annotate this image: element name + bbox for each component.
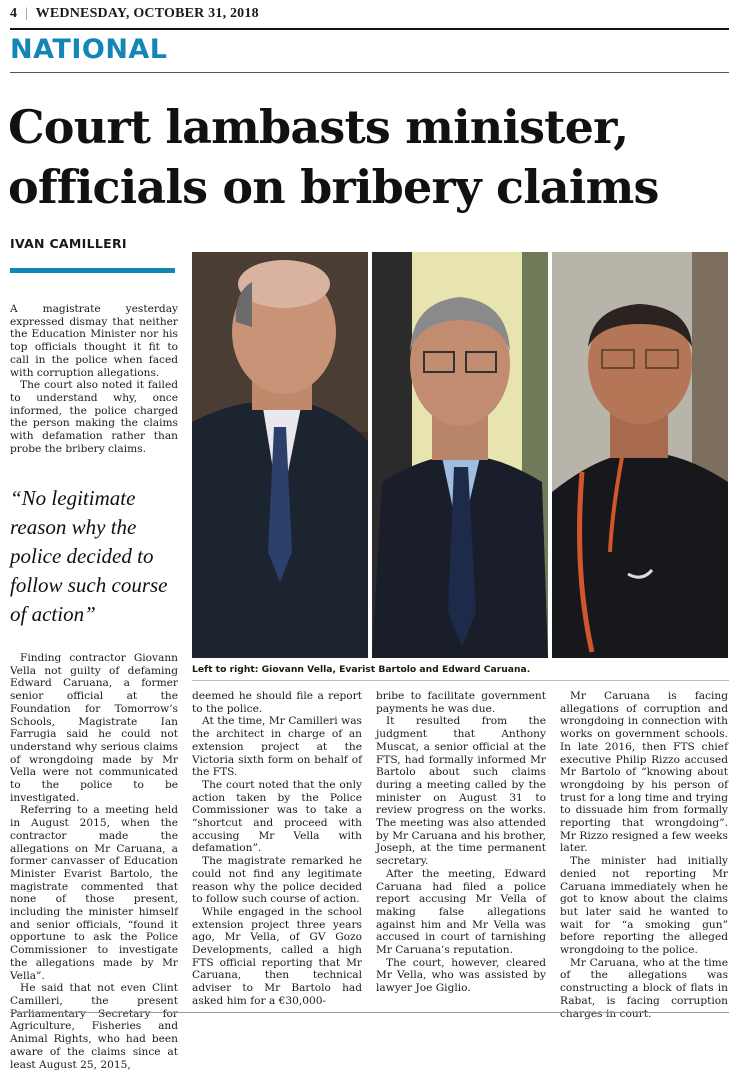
page-folio bbox=[10, 6, 259, 22]
pull-quote: “No legitimate reason why the police decided to follow such course of action” bbox=[10, 486, 168, 626]
byline-accent-bar bbox=[10, 268, 175, 273]
caption-rule bbox=[192, 680, 729, 681]
body-paragraph: While engaged in the school extension project three years ago, Mr Vella, of GV Gozo Developments, called a high FTS official reporting that Mr Caruana, then technical adviser to Mr Bartolo had asked him for a €30,000- bbox=[192, 905, 362, 1007]
body-column-2 bbox=[192, 690, 362, 1008]
photo-caption: Left to right: Giovann Vella, Evarist Bartolo and Edward Caruana. bbox=[192, 664, 531, 675]
photo-edward-caruana bbox=[552, 252, 728, 658]
body-paragraph: It resulted from the judgment that Anthony Muscat, a senior official at the FTS, had formally informed Mr Bartolo about such claims during a meeting called by the minister on August 31 to review progress on the works. The meeting was also attended by Mr Caruana and his brother, Joseph, at the time permanent secretary. bbox=[376, 715, 546, 868]
headline: Court lambasts minister, officials on bribery claims bbox=[8, 100, 659, 214]
section-rule bbox=[10, 72, 729, 73]
body-paragraph: deemed he should file a report to the police. bbox=[192, 690, 362, 715]
body-paragraph: The court, however, cleared Mr Vella, who was assisted by lawyer Joe Giglio. bbox=[376, 956, 546, 995]
folio-separator: | bbox=[25, 6, 29, 21]
body-paragraph: He said that not even Clint Camilleri, the present Parliamentary Secretary for Agriculture, Fisheries and Animal Rights, who had been aware of the claims since at least August 25, 2015, bbox=[10, 982, 178, 1071]
intro-text bbox=[10, 303, 178, 455]
body-paragraph: The minister had initially denied not reporting Mr Caruana immediately when he got to know about the claims but later said he wanted to wait for “a smoking gun” before reporting the alleged wrongdoing to the police. bbox=[560, 855, 728, 957]
body-paragraph: The court noted that the only action taken by the Police Commissioner was to take a “shortcut and proceed with accusing Mr Vella with defamation”. bbox=[192, 778, 362, 855]
byline: IVAN CAMILLERI bbox=[10, 236, 127, 251]
body-paragraph: Finding contractor Giovann Vella not guilty of defaming Edward Caruana, a former senior official at the Foundation for Tomorrow’s Schools, Magistrate Ian Farrugia said he could not understand why serious claims of wrongdoing made by Mr Vella were not communicated to the police to be investigated. bbox=[10, 652, 178, 804]
body-paragraph: After the meeting, Edward Caruana had filed a police report accusing Mr Vella of making false allegations against him and Mr Vella was accused in court of tarnishing Mr Caruana’s reputation. bbox=[376, 867, 546, 957]
issue-date: WEDNESDAY, OCTOBER 31, 2018 bbox=[35, 6, 259, 21]
intro-paragraph: A magistrate yesterday expressed dismay that neither the Education Minister nor his top officials thought it fit to call in the police when faced with corruption allegations. bbox=[10, 303, 178, 379]
body-column-3 bbox=[376, 690, 546, 995]
body-column-1 bbox=[10, 652, 178, 1071]
top-rule bbox=[10, 28, 729, 30]
body-paragraph: Mr Caruana is facing allegations of corruption and wrongdoing in connection with works on government schools. In late 2016, then FTS chief executive Philip Rizzo accused Mr Bartolo of “knowing about wrongdoing by his person of trust for a long time and trying to dissuade him from formally reporting that wrongdoing”. Mr Rizzo resigned a few weeks later. bbox=[560, 690, 728, 855]
section-label: NATIONAL bbox=[10, 34, 168, 65]
body-paragraph: Mr Caruana, who at the time of the allegations was constructing a block of flats in Rabat, is facing corruption charges in court. bbox=[560, 956, 728, 1020]
body-paragraph: The magistrate remarked he could not find any legitimate reason why the police decided to follow such course of action. bbox=[192, 855, 362, 906]
photo-giovann-vella bbox=[192, 252, 368, 658]
body-column-4 bbox=[560, 690, 728, 1020]
photo-evarist-bartolo bbox=[372, 252, 548, 658]
body-paragraph: At the time, Mr Camilleri was the architect in charge of an extension project at the Victoria sixth form on behalf of the FTS. bbox=[192, 715, 362, 779]
body-paragraph: bribe to facilitate government payments he was due. bbox=[376, 690, 546, 715]
page-number: 4 bbox=[10, 6, 18, 21]
intro-paragraph: The court also noted it failed to understand why, once informed, the police charged the person making the claims with defamation rather than probe the bribery claims. bbox=[10, 379, 178, 455]
bottom-rule bbox=[10, 1012, 729, 1013]
body-paragraph: Referring to a meeting held in August 2015, when the contractor made the allegations on Mr Caruana, a former canvasser of Education Minister Evarist Bartolo, the magistrate commented that none of those present, including the minister himself and senior officials, “found it opportune to ask the Police Commissioner to investigate the allegations made by Mr Vella”. bbox=[10, 804, 178, 982]
